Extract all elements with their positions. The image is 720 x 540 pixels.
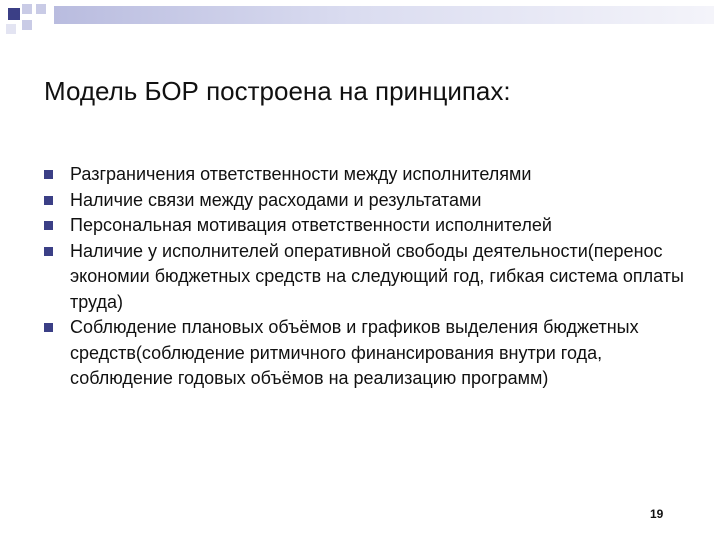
bullet-square-icon (44, 170, 53, 179)
bullet-text: Наличие связи между расходами и результатами (70, 189, 482, 210)
bullet-text: Соблюдение плановых объёмов и графиков выделения бюджетных средств(соблюдение ритмичного финансирования внутри года, соблюдение годовых объёмов на реализацию программ) (70, 317, 639, 388)
bullet-item (44, 213, 684, 239)
bullet-square-icon (44, 247, 53, 256)
bullet-text: Персональная мотивация ответственности исполнителей (70, 215, 552, 235)
slide-title: Модель БОР построена на принципах: (44, 76, 511, 106)
page-number: 19 (650, 507, 664, 521)
bullet-square-icon (44, 196, 53, 205)
header-square-light (22, 4, 32, 14)
bullet-item (44, 162, 684, 188)
header-square-dark (8, 8, 20, 20)
bullet-text: Наличие у исполнителей оперативной свободы деятельности(перенос экономии бюджетных средств на следующий год, гибкая система оплаты труда) (70, 240, 684, 312)
bullet-text: Разграничения ответственности между исполнителями (70, 164, 532, 184)
bullet-item (44, 239, 684, 316)
header-square-light (36, 4, 46, 14)
header-square-light (22, 20, 32, 30)
header-gradient-band (54, 6, 714, 24)
header-square-faint (6, 24, 16, 34)
bullet-item (44, 315, 684, 392)
bullet-square-icon (44, 221, 53, 230)
bullet-item (44, 188, 684, 214)
bullet-square-icon (44, 323, 53, 332)
bullet-list (44, 162, 684, 392)
